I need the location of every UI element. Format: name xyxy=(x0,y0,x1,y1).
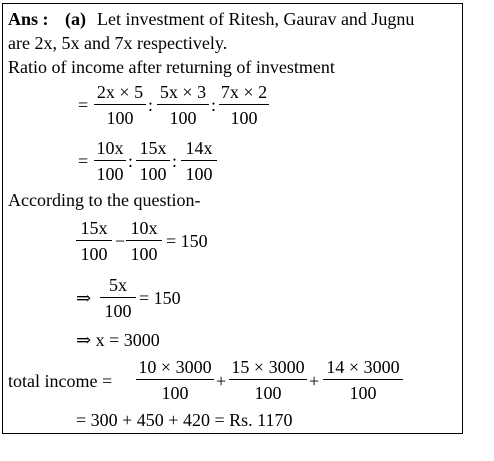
fraction-bar xyxy=(136,160,170,161)
income-fraction-1-denominator: 100 xyxy=(161,383,189,403)
income-fraction-1-numerator: 10 × 3000 xyxy=(138,357,212,377)
fraction-bar xyxy=(94,104,146,105)
eq2-rhs: = 150 xyxy=(139,288,181,308)
question-line: According to the question- xyxy=(8,190,201,210)
ratio1-separator-2: : xyxy=(211,95,217,115)
ratio1-separator-1: : xyxy=(148,95,154,115)
income-plus-1: + xyxy=(216,371,227,391)
ratio1-fraction-2 xyxy=(157,82,209,128)
result-line: = 300 + 450 + 420 = Rs. 1170 xyxy=(76,410,293,430)
ratio2-fraction-2-numerator: 15x xyxy=(139,138,167,158)
ratio1-fraction-2-numerator: 5x × 3 xyxy=(159,82,207,102)
ratio2-fraction-3-denominator: 100 xyxy=(185,164,213,184)
income-fraction-3-denominator: 100 xyxy=(349,383,377,403)
ratio2-separator-2: : xyxy=(172,151,178,171)
eq1-minus: − xyxy=(115,231,126,251)
ratio1-fraction-1 xyxy=(94,82,146,128)
eq2-fraction-denominator: 100 xyxy=(104,301,132,321)
ratio1-fraction-2-denominator: 100 xyxy=(169,108,197,128)
fraction-bar xyxy=(94,160,126,161)
ratio2-fraction-1-numerator: 10x xyxy=(96,138,124,158)
ratio2-fraction-1-denominator: 100 xyxy=(96,164,124,184)
ratio1-equals: = xyxy=(78,95,89,115)
income-label: total income = xyxy=(8,371,113,391)
answer-label: Ans : xyxy=(8,9,49,29)
ratio1-fraction-3-numerator: 7x × 2 xyxy=(220,82,268,102)
fraction-bar xyxy=(181,160,217,161)
fraction-bar xyxy=(126,240,162,241)
ratio1-fraction-1-numerator: 2x × 5 xyxy=(96,82,144,102)
answer-line-2: are 2x, 5x and 7x respectively. xyxy=(8,33,228,53)
ratio2-separator-1: : xyxy=(128,151,134,171)
eq1-fraction-1-numerator: 15x xyxy=(80,218,108,238)
fraction-bar xyxy=(323,379,403,380)
ratio1-fraction-3 xyxy=(219,82,269,128)
ratio2-fraction-1 xyxy=(94,138,126,184)
fraction-bar xyxy=(157,104,209,105)
eq2-implies-arrow: ⇒ xyxy=(76,288,92,308)
income-fraction-3 xyxy=(323,357,403,403)
answer-option: (a) xyxy=(65,9,86,29)
eq3-line: ⇒ x = 3000 xyxy=(76,330,160,350)
income-plus-2: + xyxy=(309,371,320,391)
income-fraction-3-numerator: 14 × 3000 xyxy=(326,357,400,377)
eq1-fraction-2-numerator: 10x xyxy=(130,218,158,238)
fraction-bar xyxy=(76,240,112,241)
eq2-fraction-numerator: 5x xyxy=(109,275,127,295)
ratio2-fraction-2 xyxy=(136,138,170,184)
eq1-fraction-2 xyxy=(126,218,162,264)
income-fraction-2-denominator: 100 xyxy=(254,383,282,403)
eq1-fraction-1 xyxy=(76,218,112,264)
eq2-fraction xyxy=(100,275,136,321)
answer-line-1: Let investment of Ritesh, Gaurav and Jugnu xyxy=(97,9,415,29)
eq1-fraction-2-denominator: 100 xyxy=(130,244,158,264)
fraction-bar xyxy=(100,297,136,298)
ratio2-fraction-3-numerator: 14x xyxy=(185,138,213,158)
ratio1-fraction-1-denominator: 100 xyxy=(106,108,134,128)
fraction-bar xyxy=(229,379,307,380)
eq1-fraction-1-denominator: 100 xyxy=(80,244,108,264)
income-fraction-1 xyxy=(136,357,214,403)
fraction-bar xyxy=(219,104,269,105)
answer-line-3: Ratio of income after returning of investment xyxy=(8,57,335,77)
ratio2-equals: = xyxy=(78,151,89,171)
eq1-rhs: = 150 xyxy=(166,231,208,251)
fraction-bar xyxy=(136,379,214,380)
ratio1-fraction-3-denominator: 100 xyxy=(230,108,258,128)
ratio2-fraction-3 xyxy=(181,138,217,184)
income-fraction-2 xyxy=(229,357,307,403)
income-fraction-2-numerator: 15 × 3000 xyxy=(231,357,305,377)
ratio2-fraction-2-denominator: 100 xyxy=(139,164,167,184)
